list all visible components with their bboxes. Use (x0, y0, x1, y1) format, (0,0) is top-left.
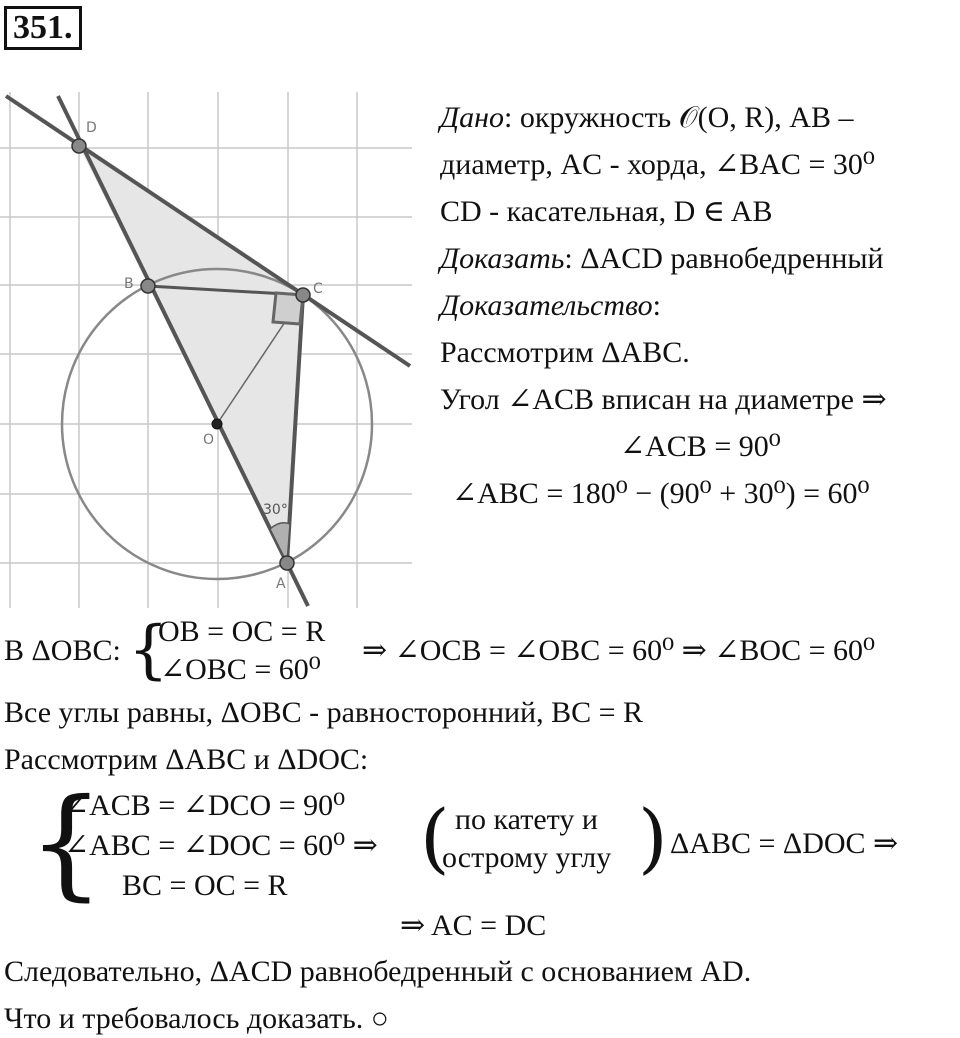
paren-left: ( (420, 793, 450, 882)
given-rest: : окружность 𝒪(O, R), AB – (503, 101, 854, 134)
ac-dc-line: ⇒ AC = DC (400, 909, 547, 942)
point-o (212, 419, 222, 429)
obc-prefix: В ΔOBC: (4, 634, 121, 667)
label-a: A (276, 576, 286, 592)
prove-rest: : ΔACD равнобедренный (564, 242, 884, 275)
label-d: D (86, 120, 97, 136)
sys-a: ∠ACB = ∠DCO = 90⁰ (64, 789, 346, 822)
consider-line: Рассмотрим ΔABC и ΔDOC: (4, 743, 369, 776)
label-b: B (124, 276, 134, 292)
proof-line-9: ∠ABC = 180⁰ − (90⁰ + 30⁰) = 60⁰ (452, 477, 870, 510)
given-label: Дано (440, 101, 504, 134)
angle-label-30: 30° (263, 502, 288, 518)
obc-brace: { (128, 613, 169, 687)
obc-sys-1: OB = OC = R (158, 615, 326, 648)
proof-label: Доказательство (440, 289, 653, 322)
label-o: O (203, 432, 215, 448)
qed-line: Что и требовалось доказать. ○ (4, 1002, 389, 1035)
obc-sys-2: ∠OBC = 60⁰ (160, 653, 321, 686)
geometry-figure (0, 92, 420, 612)
label-c: C (313, 281, 323, 297)
prove-line (440, 241, 884, 277)
conclusion-line: Следовательно, ΔACD равнобедренный с основанием AD. (4, 955, 752, 988)
proof-heading (440, 288, 661, 324)
equilateral-line: Все углы равны, ΔOBC - равносторонний, BC = R (4, 696, 644, 729)
prove-label: Доказать (440, 242, 565, 275)
congruence-line: ΔABC = ΔDOC ⇒ (670, 827, 899, 860)
point-a (280, 556, 294, 570)
sys-c: BC = OC = R (122, 869, 288, 902)
given-line-1 (440, 100, 853, 136)
congruence-brace: { (28, 774, 105, 913)
sys-b: ∠ABC = ∠DOC = 60⁰ ⇒ (64, 829, 378, 862)
proof-line-8: ∠ACB = 90⁰ (620, 430, 781, 463)
paren-right: ) (638, 793, 668, 882)
proof-line-6: Рассмотрим ΔABC. (440, 336, 690, 369)
point-b (141, 279, 155, 293)
proof-line-7: Угол ∠ACB вписан на диаметре ⇒ (440, 383, 887, 416)
problem-number: 351. (4, 6, 82, 50)
obc-result: ⇒ ∠OCB = ∠OBC = 60⁰ ⇒ ∠BOC = 60⁰ (362, 634, 876, 667)
paren-text-2: острому углу (442, 841, 612, 874)
point-c (296, 288, 310, 302)
paren-text-1: по катету и (455, 803, 598, 836)
proof-colon: : (652, 289, 661, 322)
given-line-2: диаметр, AC - хорда, ∠BAC = 30⁰ (440, 148, 875, 181)
given-line-3: CD - касательная, D ∈ AB (440, 195, 773, 228)
point-d (72, 139, 86, 153)
